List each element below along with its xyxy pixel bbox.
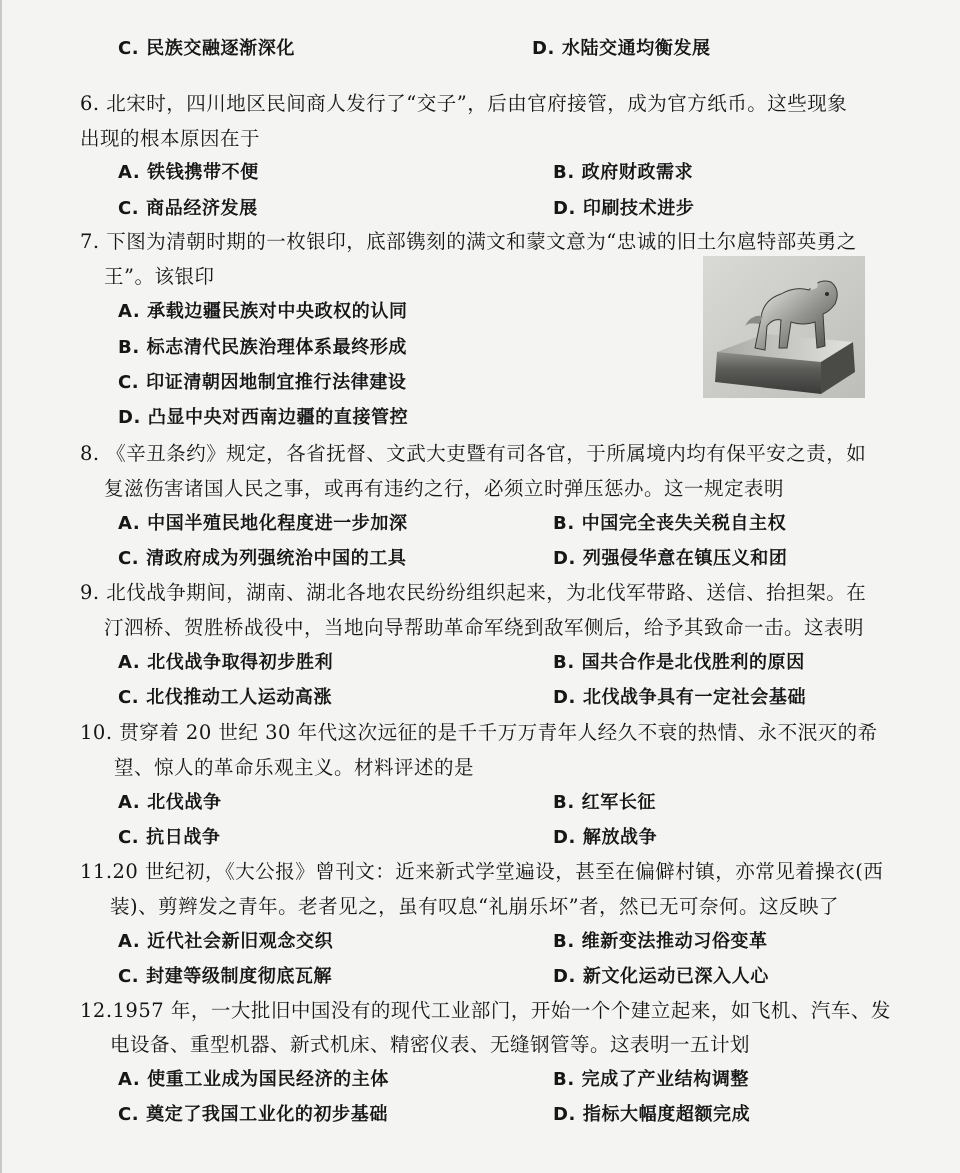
q9-option-c[interactable]: C. 北伐推动工人运动高涨 [118,687,333,708]
q7-option-d[interactable]: D. 凸显中央对西南边疆的直接管控 [118,407,409,428]
q7-option-c[interactable]: C. 印证清朝因地制宜推行法律建设 [118,372,407,393]
q9-option-a[interactable]: A. 北伐战争取得初步胜利 [118,652,334,673]
q12-option-d[interactable]: D. 指标大幅度超额完成 [553,1104,751,1125]
q10-stem-line1: 10. 贯穿着 20 世纪 30 年代这次远征的是千千万万青年人经久不衰的热情、永不泯灭的希 [80,721,878,744]
q6-option-c[interactable]: C. 商品经济发展 [118,198,258,219]
q8-option-d[interactable]: D. 列强侵华意在镇压义和团 [553,548,788,569]
q12-option-c[interactable]: C. 奠定了我国工业化的初步基础 [118,1104,388,1125]
q6-option-a[interactable]: A. 铁钱携带不便 [118,162,259,183]
q6-option-d[interactable]: D. 印刷技术进步 [553,198,695,219]
q11-stem-line2: 装)、剪辫发之青年。老者见之，虽有叹息“礼崩乐坏”者，然已无可奈何。这反映了 [110,895,840,918]
q9-stem-line1: 9. 北伐战争期间，湖南、湖北各地农民纷纷组织起来，为北伐军带路、送信、抬担架。在 [80,581,867,604]
q8-stem-line1: 8. 《辛丑条约》规定，各省抚督、文武大吏暨有司各官，于所属境内均有保平安之责，如 [80,442,867,465]
q10-option-c[interactable]: C. 抗日战争 [118,827,221,848]
q10-option-d[interactable]: D. 解放战争 [553,827,658,848]
q7-stem-line1: 7. 下图为清朝时期的一枚银印，底部镌刻的满文和蒙文意为“忠诚的旧土尔扈特部英勇之 [80,230,857,253]
q9-stem-line2: 汀泗桥、贺胜桥战役中，当地向导帮助革命军绕到敌军侧后，给予其致命一击。这表明 [104,616,865,639]
q5-option-c[interactable]: C. 民族交融逐渐深化 [118,38,295,59]
q8-option-a[interactable]: A. 中国半殖民地化程度进一步加深 [118,513,408,534]
q8-option-c[interactable]: C. 清政府成为列强统治中国的工具 [118,548,407,569]
q6-stem-line2: 出现的根本原因在于 [80,127,261,150]
page-edge [0,0,2,1173]
q10-option-a[interactable]: A. 北伐战争 [118,792,222,813]
q8-option-b[interactable]: B. 中国完全丧失关税自主权 [553,513,787,534]
q11-option-d[interactable]: D. 新文化运动已深入人心 [553,966,769,987]
q11-option-b[interactable]: B. 维新变法推动习俗变革 [553,931,768,952]
q5-option-d[interactable]: D. 水陆交通均衡发展 [532,38,711,59]
q8-stem-line2: 复滋伤害诸国人民之事，或再有违约之行，必须立时弹压惩办。这一规定表明 [104,477,785,500]
q10-option-b[interactable]: B. 红军长征 [553,792,657,813]
q7-stem-line2: 王”。该银印 [104,265,215,288]
q7-option-a[interactable]: A. 承载边疆民族对中央政权的认同 [118,301,408,322]
q12-option-a[interactable]: A. 使重工业成为国民经济的主体 [118,1069,389,1090]
q12-stem-line2: 电设备、重型机器、新式机床、精密仪表、无缝钢管等。这表明一五计划 [110,1033,751,1056]
q11-stem-line1: 11.20 世纪初，《大公报》曾刊文：近来新式学堂遍设，甚至在偏僻村镇，亦常见着操衣(西 [80,860,884,883]
q11-option-c[interactable]: C. 封建等级制度彻底瓦解 [118,966,333,987]
q9-option-b[interactable]: B. 国共合作是北伐胜利的原因 [553,652,805,673]
q9-option-d[interactable]: D. 北伐战争具有一定社会基础 [553,687,807,708]
silver-seal-illustration [703,256,865,398]
q6-stem-line1: 6. 北宋时，四川地区民间商人发行了“交子”，后由官府接管，成为官方纸币。这些现象 [80,92,848,115]
q11-option-a[interactable]: A. 近代社会新旧观念交织 [118,931,334,952]
q6-option-b[interactable]: B. 政府财政需求 [553,162,694,183]
q7-option-b[interactable]: B. 标志清代民族治理体系最终形成 [118,337,408,358]
silver-seal-image [703,256,865,398]
q10-stem-line2: 望、惊人的革命乐观主义。材料评述的是 [114,756,475,779]
q12-option-b[interactable]: B. 完成了产业结构调整 [553,1069,750,1090]
q12-stem-line1: 12.1957 年，一大批旧中国没有的现代工业部门，开始一个个建立起来，如飞机、汽车、发 [80,999,891,1022]
